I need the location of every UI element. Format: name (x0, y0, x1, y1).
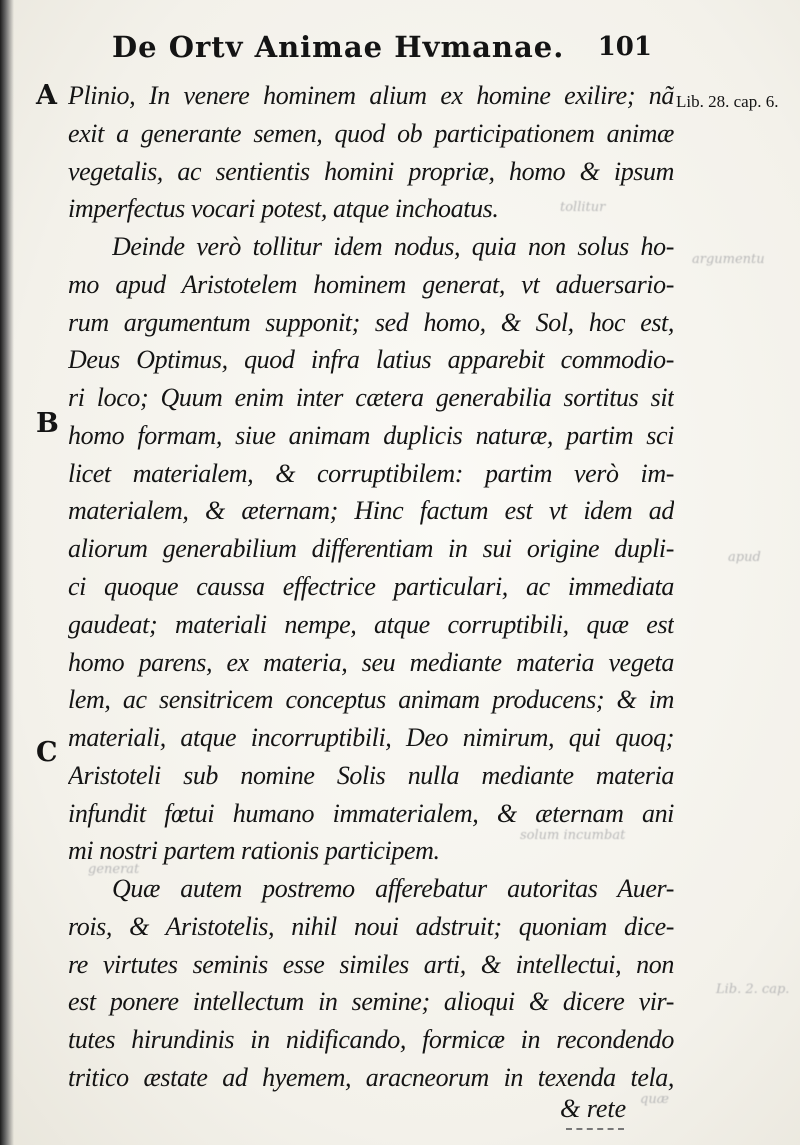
text-line: vegetalis, ac sentientis homini propriæ, homo & ipsum (68, 156, 674, 186)
printer-marks (566, 1128, 624, 1140)
margin-letter-b: B (36, 408, 59, 439)
text-line: homo formam, siue animam duplicis naturæ, partim sci (68, 420, 674, 450)
text-line: Quæ autem postremo afferebatur autoritas Auer- (112, 874, 674, 904)
text-line: ci quoque caussa effectrice particulari, ac immediata (68, 572, 674, 601)
bleed-through-text: apud (728, 550, 761, 565)
bleed-through-text: tollitur (560, 200, 606, 215)
text-line: materialem, & æternam; Hinc factum est vt idem ad (68, 496, 674, 526)
text-line: mi nostri partem rationis participem. (68, 836, 440, 866)
text-line: infundit fœtui humano immaterialem, & æternam ani (68, 798, 674, 828)
text-line: aliorum generabilium differentiam in sui origine dupli- (68, 534, 674, 564)
page-title: De Ortv Animae Hvmanae. (112, 30, 565, 64)
margin-reference: Lib. 28. cap. 6. (676, 92, 779, 111)
text-line: re virtutes seminis esse similes arti, & intellectui, non (68, 949, 674, 979)
text-line: materiali, atque incorruptibili, Deo nimirum, qui quoq; (68, 723, 674, 753)
bleed-through-text: generat (88, 862, 140, 877)
text-line: rois, & Aristotelis, nihil noui adstruit; quoniam dice- (68, 911, 674, 941)
catchword: & rete (560, 1093, 627, 1123)
text-line: Deinde verò tollitur idem nodus, quia non solus ho- (112, 232, 674, 262)
text-line: est ponere intellectum in semine; alioqui & dicere vir- (68, 987, 674, 1017)
text-line: Deus Optimus, quod infra latius apparebit commodio- (68, 345, 674, 375)
text-line: imperfectus vocari potest, atque inchoatus. (68, 194, 499, 224)
bleed-through-text: Lib. 2. cap. (716, 982, 790, 997)
text-line: gaudeat; materiali nempe, atque corruptibili, quæ est (68, 609, 674, 639)
margin-letter-a: A (36, 80, 57, 111)
text-line: rum argumentum supponit; sed homo, & Sol, hoc est, (68, 307, 674, 337)
text-line: mo apud Aristotelem hominem generat, vt aduersario- (68, 269, 674, 299)
text-line: homo parens, ex materia, seu mediante materia vegeta (68, 647, 674, 677)
text-line: tritico æstate ad hyemem, aracneorum in texenda tela, (68, 1063, 674, 1092)
text-line: licet materialem, & corruptibilem: partim verò im- (68, 458, 674, 488)
bleed-through-text: argumentu (692, 252, 765, 267)
text-line: Plinio, In venere hominem alium ex homine exilire; nã (68, 81, 674, 110)
binding-shadow (0, 0, 14, 1145)
text-line: ri loco; Quum enim inter cætera generabilia sortitus sit (68, 383, 674, 413)
text-line: exit a generante semen, quod ob participationem animæ (68, 118, 674, 148)
bleed-through-text: quæ (640, 1092, 669, 1107)
bleed-through-text: solum incumbat (520, 828, 626, 843)
text-line: Aristoteli sub nomine Solis nulla mediante materia (68, 760, 674, 790)
text-line: tutes hirundinis in nidificando, formicæ in recondendo (68, 1025, 674, 1055)
page-number: 101 (597, 32, 652, 62)
running-header (112, 30, 652, 74)
margin-letter-c: C (36, 737, 58, 768)
text-line: lem, ac sensitricem conceptus animam producens; & im (68, 685, 674, 715)
